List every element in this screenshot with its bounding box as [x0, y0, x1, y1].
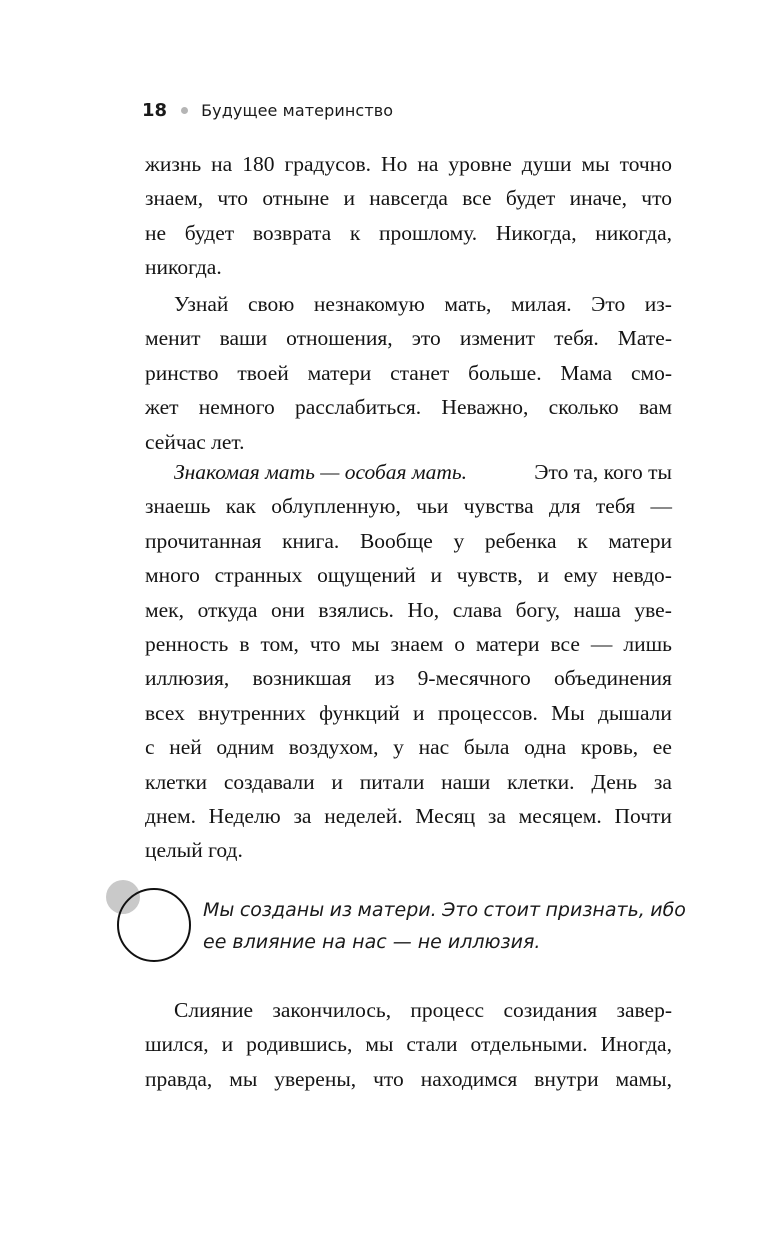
text-line: никогда.	[145, 255, 222, 280]
italic-lead: Знакомая мать — особая мать.	[174, 460, 468, 484]
word: закончилось,	[272, 998, 392, 1022]
quote-line: ее влияние на нас — не иллюзия.	[203, 931, 541, 953]
text-line	[145, 287, 672, 321]
paragraph-4	[145, 993, 672, 1096]
word: у	[453, 528, 465, 553]
word: уве-	[634, 597, 672, 622]
word: немного	[198, 395, 275, 420]
word: родившись,	[246, 1032, 353, 1057]
word: Это	[442, 899, 479, 921]
word: уверены,	[274, 1066, 357, 1091]
word: тебя.	[554, 326, 599, 351]
word: свою	[247, 292, 295, 316]
word: души	[521, 152, 572, 176]
word: мы	[351, 631, 380, 656]
word: ребенка	[484, 528, 557, 553]
word: —	[590, 631, 613, 656]
word: одна	[524, 735, 567, 760]
word: Мама	[560, 360, 613, 385]
word: знаем	[390, 631, 444, 656]
word: градусов.	[284, 152, 372, 176]
word: стали	[406, 1032, 458, 1057]
word: смо-	[630, 360, 672, 385]
word: возникшая	[252, 666, 352, 691]
running-head	[142, 98, 393, 122]
word: отныне	[262, 186, 330, 211]
word: о	[454, 631, 465, 656]
word: признать,	[545, 899, 645, 921]
pull-quote	[106, 880, 686, 980]
word: наши	[441, 769, 491, 794]
word: Мы	[203, 899, 235, 921]
text-line	[145, 993, 672, 1027]
word: и	[537, 563, 550, 588]
word: шился,	[145, 1032, 209, 1057]
word: все	[462, 186, 492, 211]
text-line: сейчас лет.	[145, 429, 245, 454]
word: и	[331, 769, 343, 794]
paragraph-3	[145, 455, 672, 868]
word: созданы	[239, 899, 325, 921]
word: матери	[307, 360, 372, 385]
word: в	[239, 631, 250, 656]
book-title: Будущее материнство	[201, 100, 394, 120]
text-line	[145, 799, 672, 833]
word: знаем,	[145, 186, 204, 211]
text-line	[145, 455, 672, 489]
word: мы	[229, 1066, 258, 1091]
word: жет	[145, 395, 179, 420]
word: за	[653, 769, 672, 794]
word: Никогда,	[495, 220, 577, 245]
word: менит	[145, 326, 201, 351]
text-line	[145, 1062, 672, 1096]
word: много	[145, 563, 200, 588]
word: больше.	[468, 360, 542, 385]
text-line	[145, 661, 672, 695]
word: что	[373, 1066, 404, 1091]
word: к	[349, 220, 361, 245]
word: точно	[619, 152, 672, 176]
word: как	[225, 494, 256, 519]
word: взялись.	[318, 597, 394, 622]
word: Неделю	[208, 803, 281, 828]
text-line	[145, 1027, 672, 1061]
word: они	[271, 597, 305, 622]
word: с	[145, 735, 155, 760]
word: откуда	[197, 597, 258, 622]
word: одним	[216, 735, 275, 760]
word: всех	[145, 700, 185, 725]
word: ней	[169, 735, 202, 760]
word: богу,	[515, 597, 561, 622]
paragraph-2	[145, 287, 672, 459]
text-line	[145, 696, 672, 730]
text-line	[145, 593, 672, 627]
word: не	[145, 220, 167, 245]
word: правда,	[145, 1066, 213, 1091]
word: ему	[563, 563, 598, 588]
text-line: целый год.	[145, 838, 243, 863]
word: днем.	[145, 803, 196, 828]
page-number: 18	[142, 99, 168, 121]
paragraph-1	[145, 147, 672, 285]
word: из	[374, 666, 395, 691]
word: за	[293, 803, 312, 828]
circle-outline-icon	[117, 888, 191, 962]
word: Неважно,	[441, 395, 529, 420]
text-line	[145, 765, 672, 799]
word: сколько	[548, 395, 619, 420]
word: отношения,	[286, 326, 393, 351]
word: мать,	[444, 292, 492, 316]
word: наша	[573, 597, 621, 622]
text-line	[145, 730, 672, 764]
word: мы	[581, 152, 610, 176]
text-line	[145, 390, 672, 424]
word: внутренних	[198, 700, 306, 725]
word: это	[411, 326, 441, 351]
word: матери	[608, 528, 672, 553]
text-line	[145, 181, 672, 215]
word: 180	[242, 152, 275, 176]
word: Мате-	[617, 326, 672, 351]
word: уровне	[448, 152, 512, 176]
word: кровь,	[580, 735, 639, 760]
word: —	[650, 494, 672, 519]
word: находимся	[420, 1066, 518, 1091]
word: будет	[505, 186, 556, 211]
word: знаешь	[145, 494, 211, 519]
word: дышали	[598, 700, 672, 725]
word: ибо	[650, 899, 686, 921]
quote-text	[203, 894, 686, 958]
word: матери.	[357, 899, 437, 921]
word: никогда,	[595, 220, 672, 245]
word: Вообще	[359, 528, 433, 553]
word: стоит	[483, 899, 541, 921]
word: что	[217, 186, 249, 211]
word: процессов.	[437, 700, 538, 725]
text-line	[145, 321, 672, 355]
word: Слияние	[174, 998, 254, 1022]
word: процесс	[410, 998, 485, 1022]
word: из	[329, 899, 353, 921]
word: внутри	[534, 1066, 599, 1091]
word: книга.	[282, 528, 340, 553]
text-line	[145, 558, 672, 592]
text-line	[145, 356, 672, 390]
word: незнакомую	[313, 292, 425, 316]
word: месяцем.	[518, 803, 602, 828]
word: для	[548, 494, 581, 519]
text-line	[145, 627, 672, 661]
word: и	[221, 1032, 234, 1057]
word: навсегда	[369, 186, 448, 211]
word: невдо-	[612, 563, 672, 588]
word: облупленную,	[271, 494, 401, 519]
word: ее	[652, 735, 672, 760]
word: Узнай	[174, 292, 229, 316]
word: твоей	[237, 360, 289, 385]
word: была	[463, 735, 510, 760]
separator-dot-icon	[181, 107, 188, 114]
word: за	[487, 803, 506, 828]
word: Почти	[614, 803, 672, 828]
word: мамы,	[615, 1066, 672, 1091]
word: воздухом,	[288, 735, 379, 760]
word: Месяц	[415, 803, 476, 828]
word: Но,	[407, 597, 440, 622]
word: созидания	[503, 998, 598, 1022]
word: станет	[390, 360, 450, 385]
text-line	[145, 489, 672, 523]
word: тебя	[595, 494, 636, 519]
word: Это	[591, 292, 626, 316]
word: чьи	[416, 494, 449, 519]
word: все	[550, 631, 580, 656]
word: матери	[475, 631, 540, 656]
word: расслабиться.	[295, 395, 422, 420]
word: клетки	[145, 769, 208, 794]
word: функций	[319, 700, 400, 725]
word: клетки.	[507, 769, 575, 794]
word: возврата	[252, 220, 332, 245]
word: у	[393, 735, 404, 760]
text-line	[145, 147, 672, 181]
word: из-	[644, 292, 672, 316]
word: День	[591, 769, 638, 794]
word: изменит	[459, 326, 536, 351]
word: жизнь	[145, 152, 202, 176]
word: чувств,	[456, 563, 523, 588]
word: 9-месячного	[417, 666, 531, 691]
word: и	[413, 700, 425, 725]
text-line	[145, 216, 672, 250]
word: лишь	[623, 631, 672, 656]
word: мек,	[145, 597, 184, 622]
word: и	[430, 563, 442, 588]
word: отдельными.	[470, 1032, 588, 1057]
word: прошлому.	[378, 220, 478, 245]
word: нас	[418, 735, 450, 760]
word: Иногда,	[600, 1032, 672, 1057]
word: слава	[452, 597, 502, 622]
quote-line	[203, 894, 686, 926]
word: на	[417, 152, 439, 176]
lead-rest: Это та, кого ты	[534, 460, 672, 484]
word: будет	[184, 220, 235, 245]
word: Но	[381, 152, 408, 176]
word: чувства	[463, 494, 534, 519]
word: иллюзия,	[145, 666, 230, 691]
word: ощущений	[317, 563, 416, 588]
word: на	[211, 152, 233, 176]
word: завер-	[616, 998, 672, 1022]
word: что	[309, 631, 341, 656]
word: странных	[214, 563, 303, 588]
word: ваши	[219, 326, 268, 351]
word: мы	[365, 1032, 394, 1057]
word: прочитанная	[145, 528, 262, 553]
word: и	[343, 186, 355, 211]
word: милая.	[510, 292, 572, 316]
word: объединения	[554, 666, 672, 691]
word: вам	[638, 395, 672, 420]
word: что	[641, 186, 672, 211]
word: питали	[359, 769, 425, 794]
word: к	[577, 528, 588, 553]
word: ренность	[145, 631, 229, 656]
word: ринство	[145, 360, 219, 385]
word: Мы	[551, 700, 585, 725]
word: неделей.	[324, 803, 403, 828]
text-line	[145, 524, 672, 558]
word: создавали	[223, 769, 315, 794]
word: том,	[260, 631, 299, 656]
word: иначе,	[569, 186, 627, 211]
